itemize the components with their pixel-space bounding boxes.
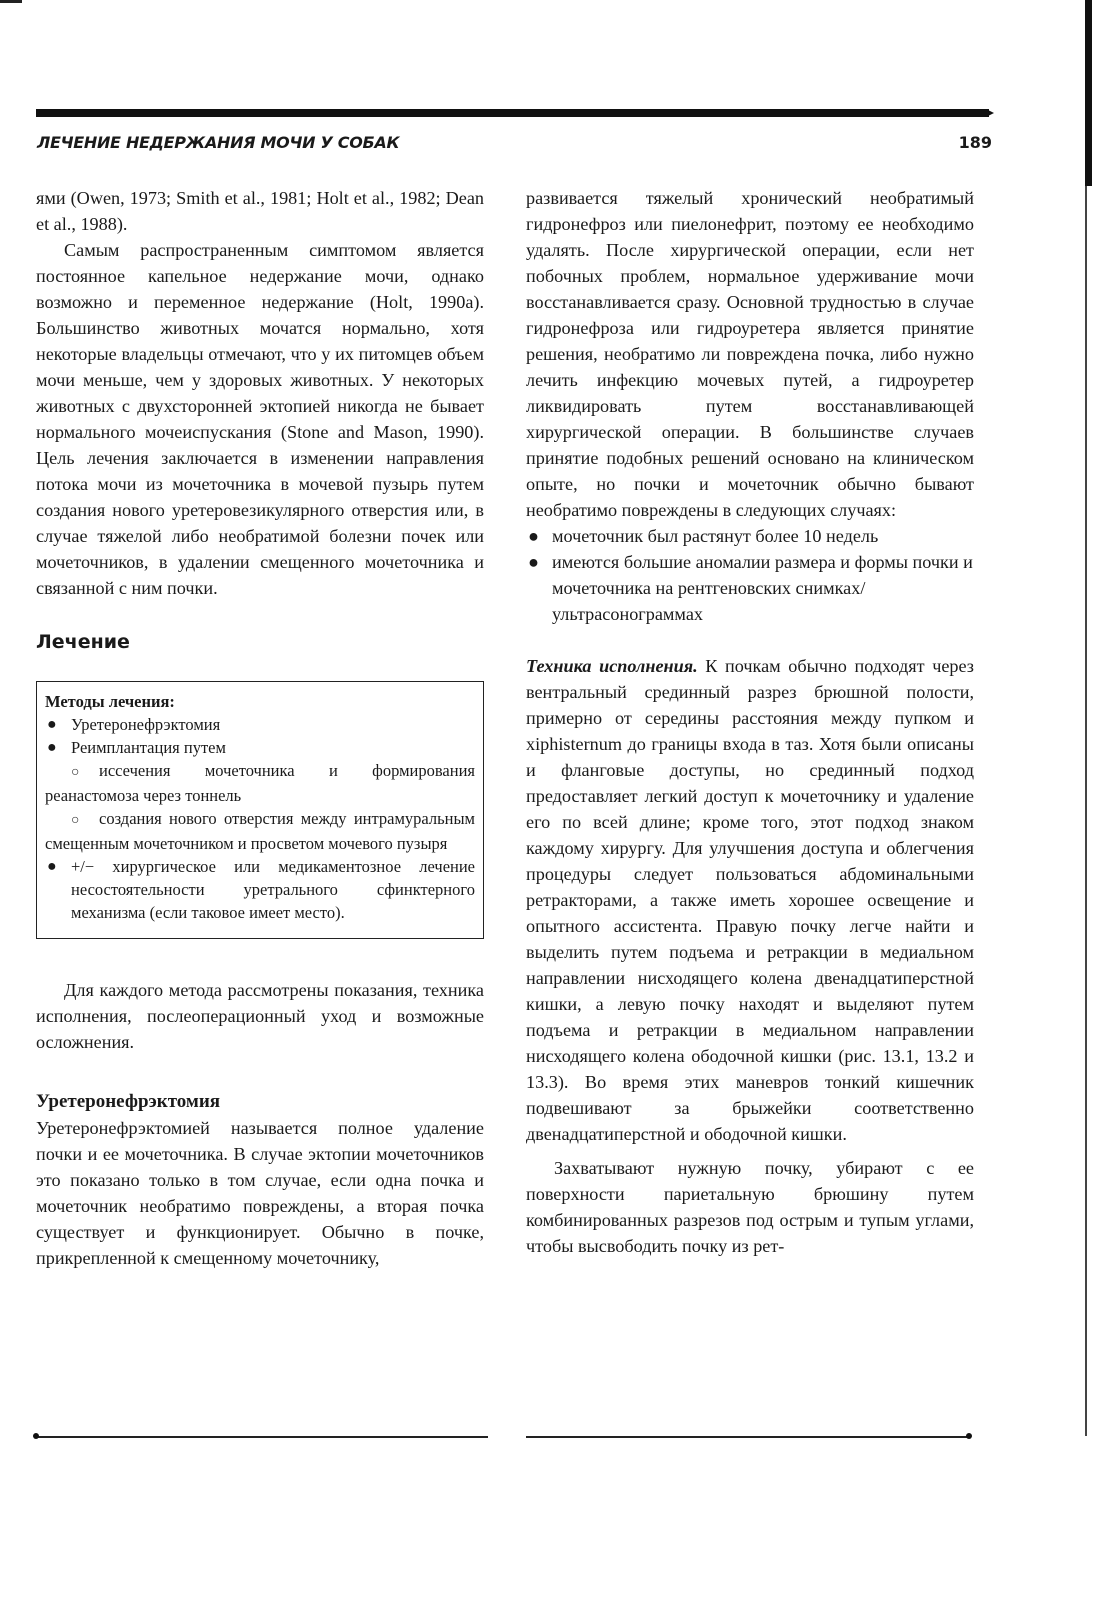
- section-heading-treatment: Лечение: [36, 631, 130, 653]
- circle-bullet-icon: ○: [71, 813, 80, 828]
- treatment-methods-box: [36, 681, 484, 939]
- box-sub-item: [45, 759, 475, 807]
- paragraph: Захватывают нужную почку, убирают с ее поверхности париетальную брюшину путем комбинированных разрезов под острым и тупым углами, чтобы высвободить почку из рет-: [526, 1158, 974, 1256]
- footer-rule: [526, 1436, 970, 1438]
- box-sub-item: [45, 807, 475, 855]
- scan-corner-mark: [0, 0, 22, 3]
- page-number: 189: [958, 133, 992, 152]
- left-column: [36, 185, 484, 1271]
- box-sub-text: иссечения мочеточника и формирования реанастомоза через тоннель: [45, 761, 475, 805]
- header-rule: [36, 109, 989, 117]
- circle-bullet-icon: ○: [71, 765, 80, 780]
- paragraph: ями (Owen, 1973; Smith et al., 1981; Holt et al., 1982; Dean et al., 1988).: [36, 188, 484, 234]
- bullet-icon: ●: [47, 716, 57, 733]
- box-item-text: Реимплантация путем: [71, 738, 226, 757]
- header-rule-arrow: [986, 109, 994, 117]
- bullet-list: [526, 523, 974, 627]
- paragraph: Для каждого метода рассмотрены показания, техника исполнения, послеоперационный уход и возможные осложнения.: [36, 980, 484, 1052]
- box-list-item: [45, 855, 475, 924]
- bullet-icon: ●: [528, 526, 539, 546]
- running-head: ЛЕЧЕНИЕ НЕДЕРЖАНИЯ МОЧИ У СОБАК: [37, 133, 400, 152]
- paragraph: [526, 653, 974, 1147]
- bullet-icon: ●: [528, 552, 539, 572]
- box-list-item: [45, 713, 475, 736]
- box-item-text: +/− хирургическое или медикаментозное лечение несостоятельности уретрального сфинктерного механизма (если таковое имеет место).: [71, 857, 475, 922]
- technique-title: Техника исполнения.: [526, 656, 698, 676]
- bullet-icon: ●: [47, 858, 57, 875]
- list-item: [526, 549, 974, 627]
- footer-rule: [36, 1436, 488, 1438]
- technique-text: К почкам обычно подходят через вентральный срединный разрез брюшной полости, примерно от середины расстояния между пупком и xiphisternum до границы входа в таз. Хотя были описаны и фланговые доступы, но срединный подход предоставляет легкий доступ к мочеточнику и удаление его по всей длине; кроме того, этот подход знаком каждому хирургу. Для улучшения доступа и облегчения процедуры следует пользоваться абдоминальными ретракторами, а также иметь хорошее освещение и опытного ассистента. Правую почку легче найти и выделить путем подъема и ретракции в медиальном направлении нисходящего колена двенадцатиперстной кишки, а левую почку находят и выделяют путем подъема и ретракции в медиальном направлении нисходящего колена ободочной кишки (рис. 13.1, 13.2 и 13.3). Во время этих маневров тонкий кишечник подвешивают за брыжейки соответственно двенадцатиперстной и ободочной кишки.: [526, 656, 974, 1144]
- box-sub-text: создания нового отверстия между интрамуральным смещенным мочеточником и просветом мочевого пузыря: [45, 809, 475, 853]
- box-title: Методы лечения:: [45, 692, 175, 711]
- page-edge-line: [1085, 186, 1087, 1436]
- box-item-text: Уретеронефрэктомия: [71, 715, 221, 734]
- list-item: [526, 523, 974, 549]
- paragraph: Самым распространенным симптомом является постоянное капельное недержание мочи, однако возможно и переменное недержание (Holt, 1990a). Большинство животных мочатся нормально, хотя некоторые владельцы отмечают, что у их питомцев объем мочи меньше, чем у здоровых животных. У некоторых животных с двухсторонней эктопией никогда не бывает нормального мочеиспускания (Stone and Mason, 1990). Цель лечения заключается в изменении направления потока мочи из мочеточника в мочевой пузырь путем создания нового уретеровезикулярного отверстия или, в случае тяжелой либо необратимой болезни почек или мочеточников, в удалении смещенного мочеточника и связанной с ним почки.: [36, 240, 484, 598]
- paragraph: развивается тяжелый хронический необратимый гидронефроз или пиелонефрит, поэтому ее необходимо удалять. После хирургической операции, если нет побочных проблем, нормальное удерживание мочи восстанавливается сразу. Основной трудностью в случае гидронефроза или гидроуретера является принятие решения, необратимо ли повреждена почка, либо нужно лечить инфекцию мочевых путей, а гидроуретер ликвидировать путем восстанавливающей хирургической операции. В большинстве случаев принятие подобных решений основано на клиническом опыте, но почки и мочеточник обычно бывают необратимо повреждены в следующих случаях:: [526, 188, 974, 520]
- list-item-text: мочеточник был растянут более 10 недель: [552, 526, 879, 546]
- box-list-item: [45, 736, 475, 759]
- bullet-icon: ●: [47, 739, 57, 756]
- list-item-text: имеются большие аномалии размера и формы почки и мочеточника на рентгеновских снимках/ультрасонограммах: [552, 552, 973, 624]
- footer-dot-icon: [33, 1433, 39, 1439]
- footer-dot-icon: [966, 1433, 972, 1439]
- page-edge-bar: [1085, 0, 1092, 186]
- paragraph: Уретеронефрэктомией называется полное удаление почки и ее мочеточника. В случае эктопии мочеточников это показано только в том случае, если одна почка и мочеточник необратимо повреждены, а вторая почка существует и функционирует. Обычно в почке, прикрепленной к смещенному мочеточнику,: [36, 1118, 484, 1268]
- section-heading-nephrectomy: Уретеронефрэктомия: [36, 1091, 221, 1112]
- right-column: [526, 185, 974, 1259]
